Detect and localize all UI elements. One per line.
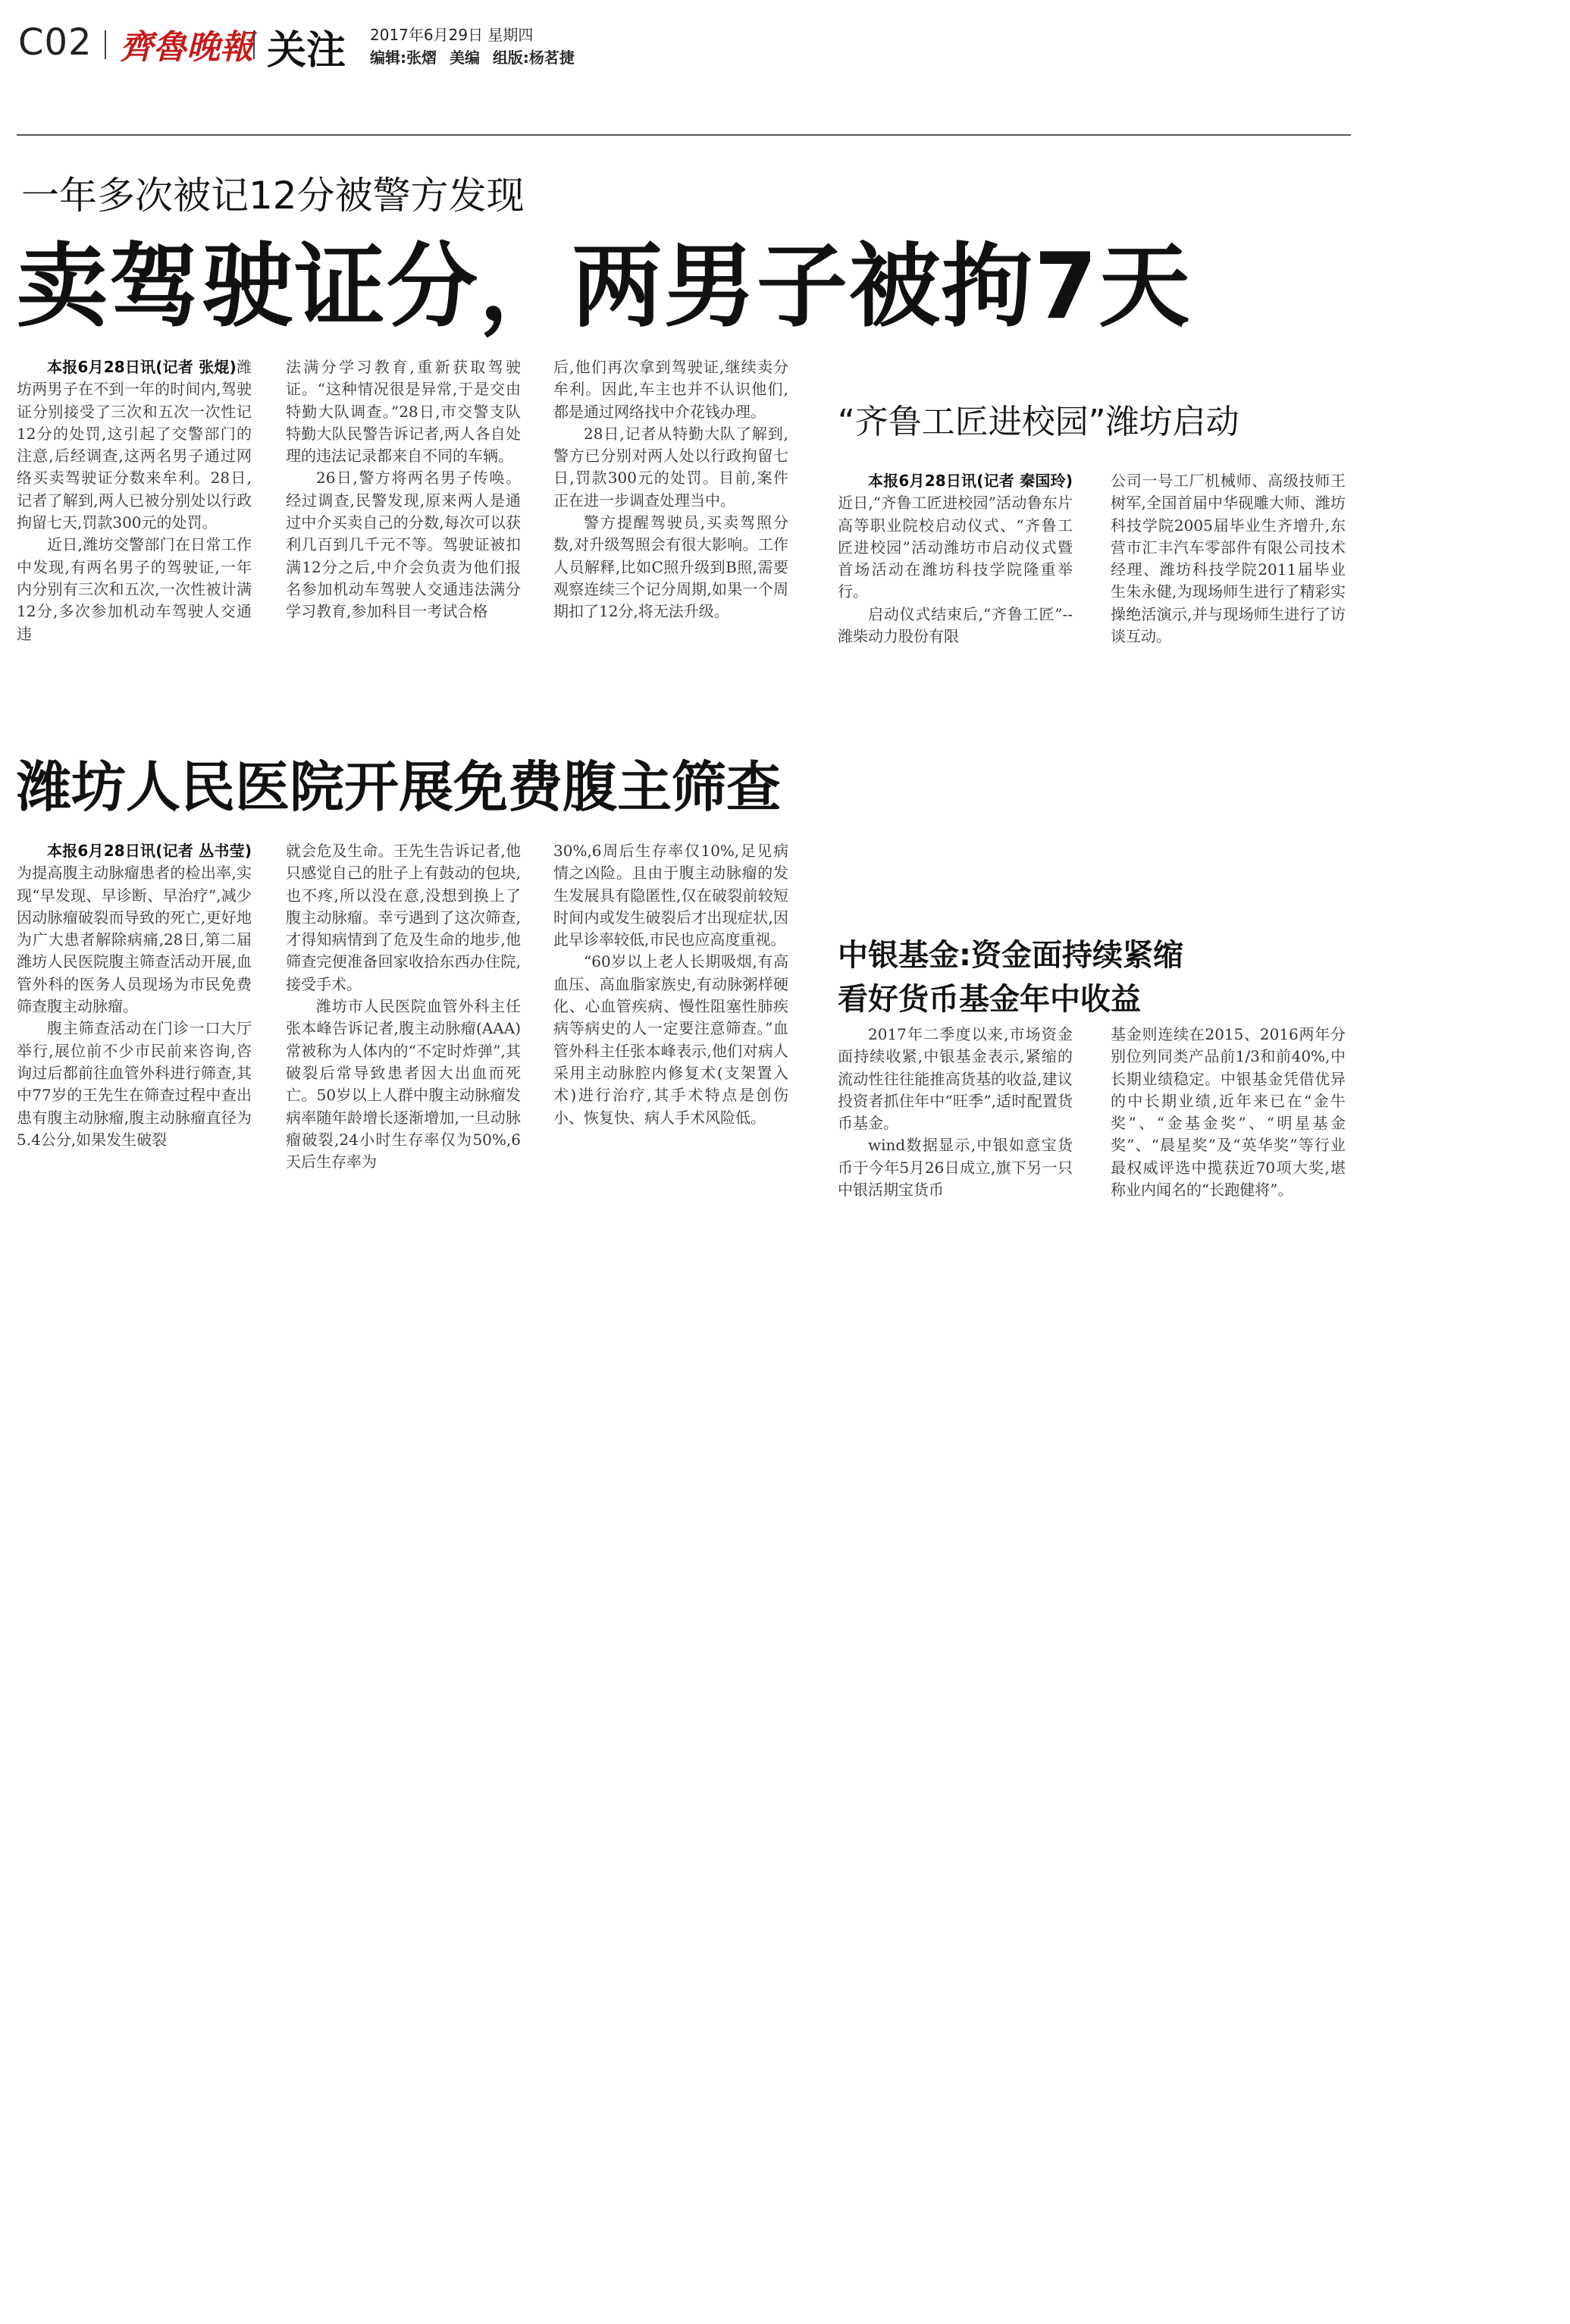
article3-headline: 潍坊人民医院开展免费腹主筛查 <box>17 755 782 819</box>
article1-paragraph: 28日,记者从特勤大队了解到,警方已分别对两人处以行政拘留七日,罚款300元的处罚。目前,案件正在进一步调查处理当中。 <box>553 424 788 510</box>
article2-headline: “齐鲁工匠进校园”潍坊启动 <box>838 403 1239 441</box>
article3-dateline: 本报6月28日讯(记者 丛书莹) <box>47 842 252 860</box>
header-rule <box>17 134 1351 136</box>
article2-column-2 <box>1111 470 1346 648</box>
section-title: 关注 <box>267 28 346 74</box>
page-number: C02 <box>18 21 92 64</box>
article1-column-3 <box>553 356 788 623</box>
issue-date: 2017年6月29日 星期四 <box>370 26 534 44</box>
article3-column-3 <box>553 840 788 1129</box>
article1-paragraph: 近日,潍坊交警部门在日常工作中发现,有两名男子的驾驶证,一年内分别有三次和五次,一次性被计满12分,多次参加机动车驾驶人交通违 <box>17 535 252 643</box>
article2-paragraph: 启动仪式结束后,“齐鲁工匠”--潍柴动力股份有限 <box>838 604 1073 646</box>
article2-paragraph: 公司一号工厂机械师、高级技师王树军,全国首届中华砚雕大师、潍坊科技学院2005届毕业生齐增升,东营市汇丰汽车零部件有限公司技术经理、潍坊科技学院2011届毕业生朱永健,为现场师生进行了精彩实操绝活演示,并与现场师生进行了访谈互动。 <box>1111 472 1346 646</box>
article1-paragraph: 26日,警方将两名男子传唤。经过调查,民警发现,原来两人是通过中介买卖自己的分数,每次可以获利几百到几千元不等。驾驶证被扣满12分之后,中介会负责为他们报名参加机动车驾驶人交通违法满分学习教育,参加科目一考试合格 <box>286 469 521 621</box>
article4-paragraph: 2017年二季度以来,市场资金面持续收紧,中银基金表示,紧缩的流动性往往能推高货基的收益,建议投资者抓住年中“旺季”,适时配置货币基金。 <box>838 1025 1073 1133</box>
article3-paragraph: 30%,6周后生存率仅10%,足见病情之凶险。且由于腹主动脉瘤的发生发展具有隐匿性,仅在破裂前较短时间内或发生破裂后才出现症状,因此早诊率较低,市民也应高度重视。 <box>553 842 788 949</box>
article2-paragraph: 近日,“齐鲁工匠进校园”活动鲁东片高等职业院校启动仪式、“齐鲁工匠进校园”活动潍坊市启动仪式暨首场活动在潍坊科技学院隆重举行。 <box>838 494 1073 601</box>
article1-kicker: 一年多次被记12分被警方发现 <box>21 174 525 218</box>
article1-paragraph: 后,他们再次拿到驾驶证,继续卖分牟利。因此,车主也并不认识他们,都是通过网络找中介花钱办理。 <box>553 358 788 421</box>
article1-headline: 卖驾驶证分，两男子被拘7天 <box>17 234 1192 340</box>
article3-paragraph: “60岁以上老人长期吸烟,有高血压、高血脂家族史,有动脉粥样硬化、心血管疾病、慢性阻塞性肺疾病等病史的人一定要注意筛查。”血管外科主任张本峰表示,他们对病人采用主动脉腔内修复术(支架置入术)进行治疗,其手术特点是创伤小、恢复快、病人手术风险低。 <box>553 952 788 1127</box>
article4-column-2 <box>1111 1024 1346 1201</box>
article1-column-1 <box>17 356 252 645</box>
article1-column-2 <box>286 356 521 623</box>
article1-paragraph: 警方提醒驾驶员,买卖驾照分数,对升级驾照会有很大影响。工作人员解释,比如C照升级到B照,需要观察连续三个记分周期,如果一个周期扣了12分,将无法升级。 <box>553 513 788 621</box>
article1-dateline: 本报6月28日讯(记者 张焜) <box>47 358 237 376</box>
article2-dateline: 本报6月28日讯(记者 秦国玲) <box>868 472 1073 490</box>
article4-paragraph: wind数据显示,中银如意宝货币于今年5月26日成立,旗下另一只中银活期宝货币 <box>838 1136 1073 1200</box>
article4-paragraph: 基金则连续在2015、2016两年分别位列同类产品前1/3和前40%,中长期业绩稳定。中银基金凭借优异的中长期业绩,近年来已在“金牛奖”、“金基金奖”、“明星基金奖”、“晨星奖”及“英华奖”等行业最权威评选中揽获近70项大奖,堪称业内闻名的“长跑健将”。 <box>1111 1025 1346 1200</box>
article4-headline-line1: 中银基金:资金面持续紧缩 <box>838 938 1183 973</box>
article3-paragraph: 为提高腹主动脉瘤患者的检出率,实现“早发现、早诊断、早治疗”,减少因动脉瘤破裂而导致的死亡,更好地为广大患者解除病痛,28日,第二届潍坊人民医院腹主筛查活动开展,血管外科的医务人员现场为市民免费筛查腹主动脉瘤。 <box>17 864 252 1016</box>
article3-column-2 <box>286 840 521 1173</box>
masthead-divider <box>253 30 255 59</box>
article1-paragraph: 法满分学习教育,重新获取驾驶证。“这种情况很是异常,于是交由特勤大队调查。”28日,市交警支队特勤大队民警告诉记者,两人各自处理的违法记录都来自不同的车辆。 <box>286 358 521 466</box>
article3-paragraph: 潍坊市人民医院血管外科主任张本峰告诉记者,腹主动脉瘤(AAA)常被称为人体内的“不定时炸弹”,其破裂后常导致患者因大出血而死亡。50岁以上人群中腹主动脉瘤发病率随年龄增长逐渐增加,一旦动脉瘤破裂,24小时生存率仅为50%,6天后生存率为 <box>286 997 521 1171</box>
article4-headline-line2: 看好货币基金年中收益 <box>838 982 1141 1017</box>
article2-column-1 <box>838 470 1073 648</box>
editor-credits: 编辑:张熠 美编 组版:杨茗捷 <box>370 49 575 67</box>
article3-paragraph: 腹主筛查活动在门诊一口大厅举行,展位前不少市民前来咨询,咨询过后都前往血管外科进行筛查,其中77岁的王先生在筛查过程中查出患有腹主动脉瘤,腹主动脉瘤直径为5.4公分,如果发生破裂 <box>17 1019 252 1149</box>
article3-column-1 <box>17 840 252 1151</box>
article4-column-1 <box>838 1024 1073 1201</box>
article1-paragraph: 潍坊两男子在不到一年的时间内,驾驶证分别接受了三次和五次一次性记12分的处罚,这引起了交警部门的注意,后经调查,这两名男子通过网络买卖驾驶证分数来牟利。28日,记者了解到,两人已被分别处以行政拘留七天,罚款300元的处罚。 <box>17 358 252 532</box>
article3-paragraph: 就会危及生命。王先生告诉记者,他只感觉自己的肚子上有鼓动的包块,也不疼,所以没在意,没想到换上了腹主动脉瘤。幸亏遇到了这次筛查,才得知病情到了危及生命的地步,他筛查完便准备回家收拾东西办住院,接受手术。 <box>286 842 521 993</box>
masthead-divider <box>105 30 106 59</box>
newspaper-logo: 齊魯晚報 <box>120 28 253 67</box>
